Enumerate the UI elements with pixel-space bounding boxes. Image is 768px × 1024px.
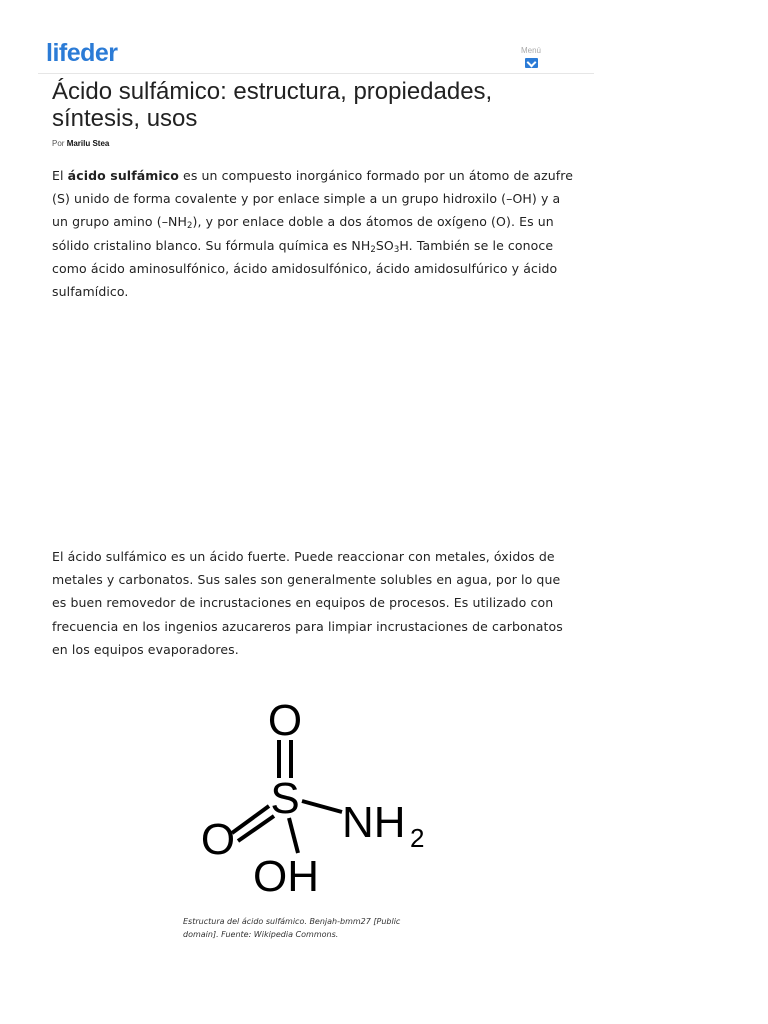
sulfamic-acid-structure-image	[190, 695, 450, 900]
p1-sub-3: 3	[393, 244, 400, 255]
atom-s: S	[270, 774, 300, 823]
site-logo[interactable]: lifeder	[46, 39, 118, 67]
p1-sub-2: 2	[370, 244, 376, 255]
atom-o-left: O	[200, 815, 236, 864]
bond-s-o-left-2	[238, 816, 274, 841]
atom-o-top: O	[267, 696, 303, 745]
atom-sub-2: 2	[410, 823, 425, 853]
atom-oh: OH	[253, 852, 319, 900]
menu-button[interactable]	[514, 46, 548, 68]
figure-caption: Estructura del ácido sulfámico. Benjah-bmm27 [Public domain]. Fuente: Wikipedia Commons.	[183, 917, 401, 939]
p1-text-5: H. También se le conoce como ácido aminosulfónico, ácido amidosulfónico, ácido amidosulfúrico y ácido sulfamídico.	[52, 237, 558, 300]
author-link[interactable]: Marilu Stea	[66, 139, 110, 148]
p1-text-2: es un compuesto inorgánico formado por un átomo de azufre (S) unido de forma covalente y por enlace simple a un grupo hidroxilo (–OH) y a un grupo amino (–NH	[52, 168, 574, 230]
article-title: Ácido sulfámico: estructura, propiedades, síntesis, usos	[52, 78, 493, 132]
chevron-down-icon[interactable]	[525, 58, 538, 68]
atom-nh: NH	[342, 798, 406, 847]
byline-prefix: Por	[52, 139, 65, 148]
header-divider	[38, 73, 594, 74]
site-header	[0, 0, 768, 74]
byline	[52, 139, 109, 148]
menu-label: Menú	[520, 46, 541, 55]
p1-bold-term: ácido sulfámico	[67, 168, 179, 183]
bond-s-n	[302, 801, 342, 812]
bond-s-o-left-1	[232, 806, 269, 833]
p1-text-3: ), y por enlace doble a dos átomos de oxígeno (O). Es un sólido cristalino blanco. Su fórmula química es NH	[52, 214, 554, 253]
p1-sub-1: 2	[187, 221, 193, 232]
second-paragraph: El ácido sulfámico es un ácido fuerte. Puede reaccionar con metales, óxidos de metales y carbonatos. Sus sales son generalmente solubles en agua, por lo que es buen removedor de incrustaciones en equipos de procesos. Es utilizado con frecuencia en los ingenios azucareros para limpiar incrustaciones de carbonatos en los equipos evaporadores.	[52, 549, 563, 657]
bond-s-oh	[289, 818, 298, 853]
p1-text-1: El	[52, 168, 68, 183]
p1-text-4: SO	[375, 237, 394, 253]
intro-paragraph	[52, 164, 578, 303]
